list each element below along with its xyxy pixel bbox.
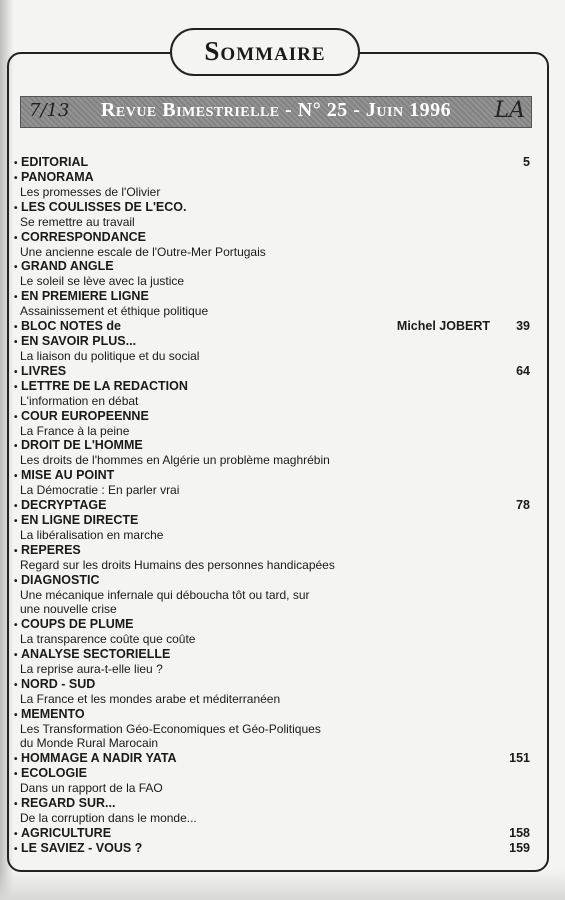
toc-subtitle: De la corruption dans le monde... xyxy=(20,810,197,825)
title-pill xyxy=(170,28,360,76)
bullet-icon: • xyxy=(14,381,18,393)
toc-heading-row xyxy=(14,259,544,274)
toc-page-number xyxy=(496,155,530,170)
toc-heading-row xyxy=(14,289,544,304)
toc-heading: NORD - SUD xyxy=(21,676,96,691)
toc-heading: DIAGNOSTIC xyxy=(21,572,100,587)
toc-entry xyxy=(14,409,544,439)
toc-page-number-text: 159 xyxy=(509,840,530,855)
toc-entry xyxy=(14,677,544,707)
toc-heading-row xyxy=(14,513,544,528)
toc-subtitle: La reprise aura-t-elle lieu ? xyxy=(20,661,163,676)
toc-subtitle: Le soleil se lève avec la justice xyxy=(20,274,185,289)
toc-heading: COUR EUROPEENNE xyxy=(21,408,149,423)
bullet-icon: • xyxy=(14,173,18,184)
toc-heading-row xyxy=(14,379,544,394)
toc-entry xyxy=(14,379,544,409)
toc-page-number-text: 5 xyxy=(523,155,530,169)
toc-subtitle: Regard sur les droits Humains des personnes handicapées xyxy=(20,557,335,572)
toc-heading: AGRICULTURE xyxy=(21,825,112,840)
toc-page-number xyxy=(496,751,530,766)
toc-page-number xyxy=(496,364,530,379)
toc-heading: PANORAMA xyxy=(21,170,94,184)
toc-subtitle: L'information en débat xyxy=(20,393,139,408)
toc-heading-row xyxy=(14,707,544,722)
bullet-icon: • xyxy=(14,754,18,766)
toc-heading-row xyxy=(14,319,544,334)
handwritten-note-left: 7/13 xyxy=(29,100,70,121)
toc-subtitle: La France à la peine xyxy=(20,423,130,438)
toc-heading: EN SAVOIR PLUS... xyxy=(21,333,137,348)
bullet-icon: • xyxy=(14,202,18,214)
bullet-icon: • xyxy=(14,262,18,274)
bullet-icon: • xyxy=(14,769,18,781)
toc-heading-row xyxy=(14,230,544,245)
toc-entry xyxy=(14,647,544,677)
toc-page-number-text: 78 xyxy=(516,497,530,512)
toc-subtitle: une nouvelle crise xyxy=(20,602,117,617)
bullet-icon: • xyxy=(14,292,18,304)
toc-heading-row xyxy=(14,617,544,632)
toc-entry xyxy=(14,751,544,766)
toc-entry xyxy=(14,170,544,200)
toc-heading: HOMMAGE A NADIR YATA xyxy=(21,751,177,766)
toc-heading-row xyxy=(14,751,544,766)
toc-heading-row xyxy=(14,438,544,453)
bullet-icon: • xyxy=(14,843,18,855)
toc-page-number-text: 151 xyxy=(509,751,530,766)
bullet-icon: • xyxy=(14,232,18,244)
bullet-icon: • xyxy=(14,709,18,721)
toc-heading: LE SAVIEZ - VOUS ? xyxy=(21,840,143,855)
toc-entry xyxy=(14,230,544,260)
toc-entry xyxy=(14,841,544,856)
toc-heading: EN PREMIERE LIGNE xyxy=(21,289,149,304)
toc-subtitle: Les Transformation Géo-Economiques et Géo-Politiques xyxy=(20,721,321,736)
toc-heading-row xyxy=(14,573,544,588)
bullet-icon: • xyxy=(14,620,18,632)
toc-subtitle: Dans un rapport de la FAO xyxy=(20,781,163,796)
bullet-icon: • xyxy=(14,321,18,333)
toc-subtitle: La liaison du politique et du social xyxy=(20,348,200,363)
toc-heading: REPERES xyxy=(21,542,81,557)
issue-banner xyxy=(20,96,532,128)
toc-entry xyxy=(14,573,544,618)
toc-subtitle: Se remettre au travail xyxy=(20,214,135,229)
toc-subtitle: Une mécanique infernale qui déboucha tôt ou tard, sur xyxy=(20,587,310,602)
toc-heading-row xyxy=(14,364,544,379)
toc-heading-row xyxy=(14,498,544,513)
toc-heading-row xyxy=(14,796,544,811)
toc-entry xyxy=(14,259,544,289)
toc-entry xyxy=(14,796,544,826)
bullet-icon: • xyxy=(14,158,18,169)
toc-subtitle: La transparence coûte que coûte xyxy=(20,632,196,647)
toc-heading-row xyxy=(14,841,544,856)
toc-entry xyxy=(14,543,544,573)
bullet-icon: • xyxy=(14,471,18,483)
bullet-icon: • xyxy=(14,411,18,423)
toc-heading-row xyxy=(14,170,544,185)
table-of-contents xyxy=(14,155,544,856)
bullet-icon: • xyxy=(14,649,18,661)
bullet-icon: • xyxy=(14,366,18,378)
bullet-icon: • xyxy=(14,575,18,587)
toc-entry xyxy=(14,364,544,379)
toc-subtitle: Assainissement et éthique politique xyxy=(20,304,209,319)
toc-author: Michel JOBERT xyxy=(396,318,490,333)
bullet-icon: • xyxy=(14,798,18,810)
toc-entry xyxy=(14,200,544,230)
toc-heading: ANALYSE SECTORIELLE xyxy=(21,646,171,661)
toc-heading: COUPS DE PLUME xyxy=(21,617,134,632)
toc-entry xyxy=(14,319,544,334)
toc-entry xyxy=(14,617,544,647)
toc-heading: DROIT DE L'HOMME xyxy=(21,438,143,453)
toc-entry xyxy=(14,155,544,170)
toc-heading: LETTRE DE LA REDACTION xyxy=(21,378,188,393)
toc-heading: GRAND ANGLE xyxy=(21,259,114,274)
handwritten-note-right: LA xyxy=(494,98,525,123)
toc-heading: MEMENTO xyxy=(21,706,85,721)
bullet-icon: • xyxy=(14,679,18,691)
toc-heading: LES COULISSES DE L'ECO. xyxy=(21,199,187,214)
bottom-shadow xyxy=(0,870,565,900)
toc-entry xyxy=(14,707,544,752)
page-title: Sommaire xyxy=(204,36,326,66)
toc-heading-row xyxy=(14,826,544,841)
toc-entry xyxy=(14,498,544,513)
toc-heading-row xyxy=(14,766,544,781)
bullet-icon: • xyxy=(14,336,18,348)
toc-page-number xyxy=(496,319,530,334)
toc-heading: EDITORIAL xyxy=(21,155,89,169)
toc-heading: ECOLOGIE xyxy=(21,766,87,781)
toc-subtitle: La libéralisation en marche xyxy=(20,527,164,542)
toc-heading: DECRYPTAGE xyxy=(21,497,107,512)
toc-heading: MISE AU POINT xyxy=(21,468,115,483)
toc-heading: LIVRES xyxy=(21,363,67,378)
toc-entry xyxy=(14,334,544,364)
toc-heading: REGARD SUR... xyxy=(21,795,116,810)
toc-entry xyxy=(14,468,544,498)
toc-heading: BLOC NOTES de xyxy=(21,318,122,333)
toc-page-number xyxy=(496,826,530,841)
toc-heading-row xyxy=(14,409,544,424)
toc-heading-row xyxy=(14,677,544,692)
bullet-icon: • xyxy=(14,545,18,557)
toc-heading-row xyxy=(14,647,544,662)
toc-subtitle: Les promesses de l'Olivier xyxy=(20,185,161,199)
bullet-icon: • xyxy=(14,828,18,840)
toc-subtitle: Une ancienne escale de l'Outre-Mer Portugais xyxy=(20,244,266,259)
toc-heading: CORRESPONDANCE xyxy=(21,229,147,244)
toc-subtitle: du Monde Rural Marocain xyxy=(20,736,159,751)
bullet-icon: • xyxy=(14,500,18,512)
toc-heading-row xyxy=(14,468,544,483)
toc-entry xyxy=(14,826,544,841)
toc-page-number xyxy=(496,498,530,513)
toc-page-number-text: 64 xyxy=(516,363,530,378)
toc-page-number xyxy=(496,841,530,856)
toc-page-number-text: 39 xyxy=(516,318,530,333)
toc-heading-row xyxy=(14,334,544,349)
toc-heading-row xyxy=(14,200,544,215)
bullet-icon: • xyxy=(14,515,18,527)
toc-page-number-text: 158 xyxy=(509,825,530,840)
toc-entry xyxy=(14,438,544,468)
bullet-icon: • xyxy=(14,441,18,453)
toc-entry xyxy=(14,513,544,543)
toc-subtitle: La France et les mondes arabe et méditerranéen xyxy=(20,691,281,706)
toc-heading-row xyxy=(14,155,544,170)
toc-entry xyxy=(14,289,544,319)
toc-heading: EN LIGNE DIRECTE xyxy=(21,512,139,527)
toc-subtitle: La Démocratie : En parler vrai xyxy=(20,483,180,498)
toc-subtitle: Les droits de l'hommes en Algérie un problème maghrébin xyxy=(20,453,330,468)
issue-banner-text: Revue Bimestrielle - N° 25 - Juin 1996 xyxy=(100,99,452,121)
toc-heading-row xyxy=(14,543,544,558)
toc-entry xyxy=(14,766,544,796)
